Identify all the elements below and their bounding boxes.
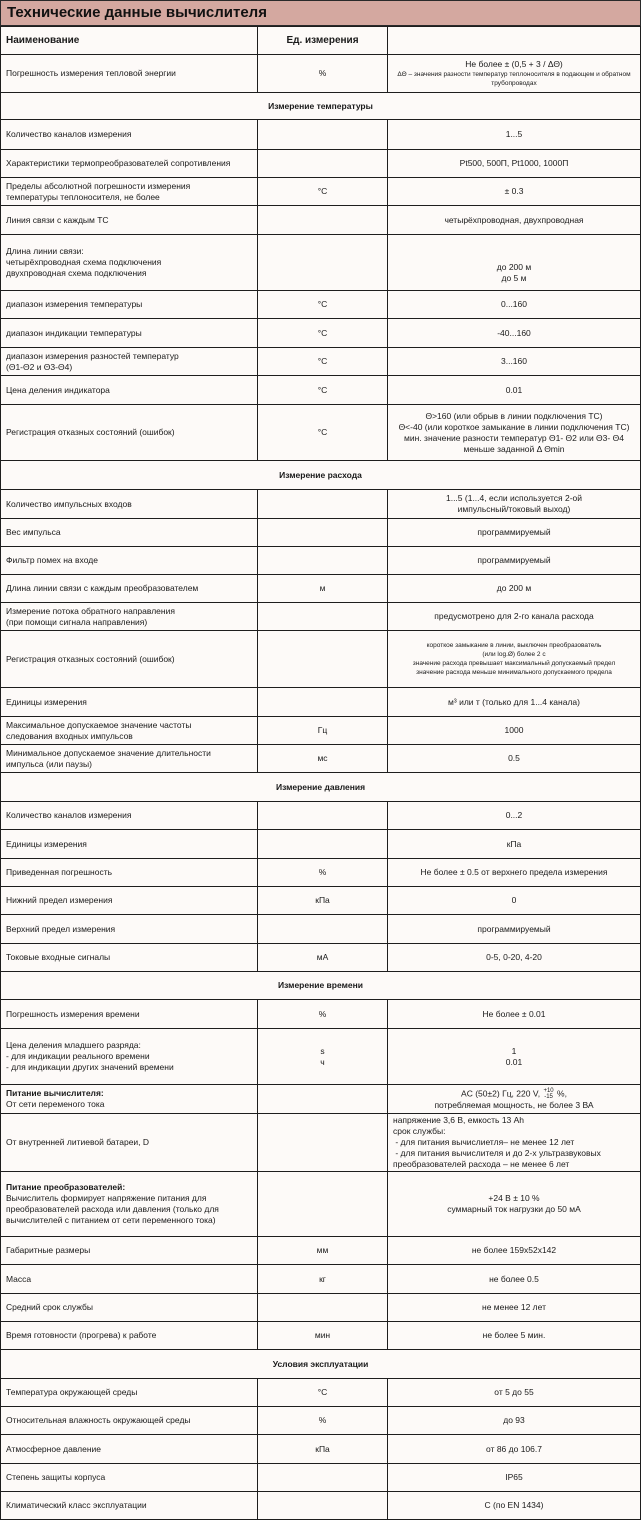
row-name: Единицы измерения: [1, 688, 258, 717]
row-unit: м: [258, 575, 388, 603]
row-name: [1, 178, 258, 206]
table-row: [1, 1379, 641, 1407]
value-main: Не более ± (0,5 + 3 / ΔΘ): [465, 59, 563, 69]
value-line: 1: [511, 1045, 517, 1056]
tolerance-plus: +10: [543, 1087, 554, 1094]
name-line: (Θ1-Θ2 и Θ3-Θ4): [6, 361, 73, 372]
section-conditions: Условия эксплуатации: [1, 1350, 641, 1379]
name-line: вычислителей с питанием от сети переменного тока): [6, 1215, 216, 1225]
value-line: Θ>160 (или обрыв в линии подключения ТС): [425, 410, 603, 421]
row-name: [1, 717, 258, 745]
table-row: [1, 178, 641, 206]
row-unit: °C: [258, 405, 388, 461]
row-unit: [258, 830, 388, 859]
table-row: [1, 830, 641, 859]
row-name: Длина линии связи с каждым преобразователем: [1, 575, 258, 603]
table-row: [1, 150, 641, 178]
row-unit: °C: [258, 348, 388, 376]
table-row: [1, 603, 641, 631]
value-line: преобразователей расхода – не менее 6 лет: [393, 1159, 570, 1169]
name-line: преобразователей расхода или давления (только для: [6, 1204, 219, 1214]
header-name: Наименование: [1, 27, 258, 55]
table-row: [1, 1172, 641, 1237]
table-row: [1, 631, 641, 688]
row-value: [388, 235, 641, 291]
table-row: [1, 490, 641, 519]
value-line: значение расхода превышает максимальный допускаемый предел: [412, 660, 616, 667]
table-row: [1, 1407, 641, 1435]
row-value: 0...160: [388, 291, 641, 319]
row-name: Цена деления индикатора: [1, 376, 258, 405]
row-name: От внутренней литиевой батареи, D: [1, 1114, 258, 1172]
row-value: 3...160: [388, 348, 641, 376]
tolerance-fraction: [543, 1088, 553, 1100]
row-value: программируемый: [388, 519, 641, 547]
row-name: Температура окружающей среды: [1, 1379, 258, 1407]
table-row: [1, 348, 641, 376]
row-value: Не более ± 0.01: [388, 1000, 641, 1029]
row-value: кПа: [388, 830, 641, 859]
table-row: [1, 120, 641, 150]
tolerance-minus: -15: [544, 1093, 553, 1100]
row-value: [388, 1029, 641, 1085]
table-row: [1, 859, 641, 887]
name-line: Длина линии связи:: [6, 246, 84, 256]
table-row: [1, 1000, 641, 1029]
value-line: меньше заданной Δ Θmin: [463, 443, 565, 454]
name-line: двухпроводная схема подключения: [6, 268, 147, 278]
value-line: - для питания вычислиетля– не менее 12 лет: [393, 1137, 575, 1147]
row-unit: [258, 1114, 388, 1172]
value-line: напряжение 3,6 В, емкость 13 Ah: [393, 1115, 525, 1125]
row-name: диапазон индикации температуры: [1, 319, 258, 348]
name-line: Минимальное допускаемое значение длительности: [6, 747, 211, 758]
row-unit: [258, 603, 388, 631]
value-line: - для питания вычислителя и до 2-х ультразвуковых: [393, 1148, 601, 1158]
row-value: [388, 1085, 641, 1114]
row-name: Приведенная погрешность: [1, 859, 258, 887]
row-value: предусмотрено для 2-го канала расхода: [388, 603, 641, 631]
name-line: четырёхпроводная схема подключения: [6, 257, 162, 267]
row-unit: [258, 490, 388, 519]
row-value: 1...5: [388, 120, 641, 150]
row-name: Время готовности (прогрева) к работе: [1, 1322, 258, 1350]
name-line: Пределы абсолютной погрешности измерения: [6, 180, 191, 191]
row-name: Относительная влажность окружающей среды: [1, 1407, 258, 1435]
row-unit: [258, 1294, 388, 1322]
row-value: от 86 до 106.7: [388, 1435, 641, 1464]
row-unit: [258, 1172, 388, 1237]
row-unit: [258, 688, 388, 717]
table-row: [1, 1265, 641, 1294]
row-unit: [258, 206, 388, 235]
row-name: [1, 1172, 258, 1237]
row-value: [388, 55, 641, 93]
value-line: (или log.Ø) более 2 с: [482, 651, 546, 658]
table-row: [1, 519, 641, 547]
name-line: импульса (или паузы): [6, 758, 92, 769]
row-unit: %: [258, 859, 388, 887]
section-time: Измерение времени: [1, 972, 641, 1000]
value-line: Θ<-40 (или короткое замыкание в линии подключения ТС): [398, 421, 630, 432]
row-value: 0-5, 0-20, 4-20: [388, 944, 641, 972]
value-line: срок службы:: [393, 1126, 446, 1136]
spec-table: [0, 26, 641, 1520]
table-row: [1, 55, 641, 93]
section-header: [1, 972, 641, 1000]
name-line: Питание преобразователей:: [6, 1182, 126, 1192]
value-line: 0.01: [505, 1056, 523, 1067]
table-row: [1, 887, 641, 915]
row-unit: [258, 1085, 388, 1114]
table-row: [1, 206, 641, 235]
row-name: Погрешность измерения тепловой энергии: [1, 55, 258, 93]
value-line: +24 В ± 10 %: [488, 1193, 540, 1203]
table-row: [1, 1085, 641, 1114]
name-line: От сети переменого тока: [6, 1099, 105, 1109]
row-name: Погрешность измерения времени: [1, 1000, 258, 1029]
row-name: Линия связи с каждым ТС: [1, 206, 258, 235]
row-name: Фильтр помех на входе: [1, 547, 258, 575]
row-name: Токовые входные сигналы: [1, 944, 258, 972]
row-value: -40...160: [388, 319, 641, 348]
row-name: [1, 1085, 258, 1114]
table-row: [1, 745, 641, 773]
row-name: [1, 235, 258, 291]
table-header: [1, 27, 641, 55]
row-unit: [258, 915, 388, 944]
row-value: 1000: [388, 717, 641, 745]
row-unit: [258, 547, 388, 575]
table-row: [1, 376, 641, 405]
row-value: Pt500, 500П, Pt1000, 1000П: [388, 150, 641, 178]
value-note: ΔΘ – значения разности температур теплоносителя в подающем и обратном трубопроводах: [397, 71, 631, 87]
row-name: Средний срок службы: [1, 1294, 258, 1322]
name-line: диапазон измерения разностей температур: [6, 350, 179, 361]
row-name: Габаритные размеры: [1, 1237, 258, 1265]
row-name: Климатический класс эксплуатации: [1, 1492, 258, 1520]
value-text: %,: [557, 1087, 567, 1098]
value-line: значение расхода меньше минимального допускаемого предела: [416, 669, 612, 676]
row-unit: [258, 1464, 388, 1492]
row-name: Степень защиты корпуса: [1, 1464, 258, 1492]
row-name: Единицы измерения: [1, 830, 258, 859]
row-name: Количество каналов измерения: [1, 120, 258, 150]
row-name: [1, 348, 258, 376]
name-line: Питание вычислителя:: [6, 1088, 104, 1098]
section-flow: Измерение расхода: [1, 461, 641, 490]
table-row: [1, 291, 641, 319]
table-row: [1, 405, 641, 461]
section-header: [1, 1350, 641, 1379]
row-unit: [258, 1492, 388, 1520]
row-unit: мм: [258, 1237, 388, 1265]
section-pressure: Измерение давления: [1, 773, 641, 802]
row-name: диапазон измерения температуры: [1, 291, 258, 319]
row-value: [388, 631, 641, 688]
value-text: AC (50±2) Гц, 220 V,: [461, 1087, 541, 1098]
table-row: [1, 688, 641, 717]
row-unit: Гц: [258, 717, 388, 745]
row-value: IP65: [388, 1464, 641, 1492]
table-row: [1, 1435, 641, 1464]
row-unit: кг: [258, 1265, 388, 1294]
table-row: [1, 802, 641, 830]
row-value: 0: [388, 887, 641, 915]
row-name: Регистрация отказных состояний (ошибок): [1, 405, 258, 461]
name-line: (при помощи сигнала направления): [6, 616, 148, 627]
name-line: температуры теплоносителя, не более: [6, 191, 160, 202]
row-name: [1, 1029, 258, 1085]
row-unit: кПа: [258, 887, 388, 915]
table-row: [1, 235, 641, 291]
row-name: Атмосферное давление: [1, 1435, 258, 1464]
name-line: Измерение потока обратного направления: [6, 605, 175, 616]
value-line: импульсный/токовый выход): [457, 504, 571, 514]
row-unit: %: [258, 55, 388, 93]
row-unit: °C: [258, 376, 388, 405]
row-unit: кПа: [258, 1435, 388, 1464]
row-value: [388, 1172, 641, 1237]
name-line: Максимальное допускаемое значение частоты: [6, 719, 192, 730]
row-unit: [258, 120, 388, 150]
value-line: до 200 м: [496, 262, 532, 272]
row-unit: [258, 802, 388, 830]
section-header: [1, 461, 641, 490]
row-value: программируемый: [388, 547, 641, 575]
row-name: [1, 603, 258, 631]
name-line: Цена деления младшего разряда:: [6, 1040, 141, 1050]
header-unit: Ед. измерения: [258, 27, 388, 55]
table-row: [1, 547, 641, 575]
row-name: Регистрация отказных состояний (ошибок): [1, 631, 258, 688]
row-unit: °C: [258, 1379, 388, 1407]
value-line: до 5 м: [501, 273, 527, 283]
table-row: [1, 1114, 641, 1172]
row-value: не менее 12 лет: [388, 1294, 641, 1322]
unit-line: s: [320, 1045, 325, 1056]
name-line: - для индикации реального времени: [6, 1051, 150, 1061]
value-line: потребляемая мощность, не более 3 ВА: [434, 1099, 594, 1110]
row-unit: °C: [258, 291, 388, 319]
table-row: [1, 915, 641, 944]
name-line: следования входных импульсов: [6, 730, 133, 741]
table-row: [1, 1029, 641, 1085]
name-line: - для индикации других значений времени: [6, 1062, 174, 1072]
row-value: до 93: [388, 1407, 641, 1435]
row-unit: %: [258, 1000, 388, 1029]
row-unit: °C: [258, 319, 388, 348]
row-unit: мс: [258, 745, 388, 773]
row-value: от 5 до 55: [388, 1379, 641, 1407]
row-unit: [258, 1029, 388, 1085]
row-name: Количество импульсных входов: [1, 490, 258, 519]
header-value: [388, 27, 641, 55]
row-name: Вес импульса: [1, 519, 258, 547]
table-row: [1, 1237, 641, 1265]
value-line: короткое замыкание в линии, выключен преобразователь: [426, 642, 602, 649]
value-line: мин. значение разности температур Θ1- Θ2 или Θ3- Θ4: [404, 432, 624, 443]
row-name: Верхний предел измерения: [1, 915, 258, 944]
row-value: программируемый: [388, 915, 641, 944]
row-value: Не более ± 0.5 от верхнего предела измерения: [388, 859, 641, 887]
section-header: [1, 773, 641, 802]
row-value: ± 0.3: [388, 178, 641, 206]
table-row: [1, 1322, 641, 1350]
table-row: [1, 717, 641, 745]
row-value: 0...2: [388, 802, 641, 830]
value-line: суммарный ток нагрузки до 50 мА: [447, 1204, 581, 1214]
name-line: Вычислитель формирует напряжение питания для: [6, 1193, 207, 1203]
row-value: до 200 м: [388, 575, 641, 603]
table-row: [1, 1294, 641, 1322]
row-value: [388, 1114, 641, 1172]
unit-line: ч: [320, 1056, 325, 1067]
row-value: не более 5 мин.: [388, 1322, 641, 1350]
row-unit: [258, 150, 388, 178]
table-row: [1, 1492, 641, 1520]
row-value: не более 159x52x142: [388, 1237, 641, 1265]
value-line: 1...5 (1...4, если используется 2-ой: [445, 493, 583, 503]
row-unit: мА: [258, 944, 388, 972]
row-value: [388, 405, 641, 461]
row-unit: [258, 235, 388, 291]
row-name: [1, 745, 258, 773]
row-value: [388, 490, 641, 519]
page-title: Технические данные вычислителя: [0, 0, 641, 26]
row-name: Характеристики термопреобразователей сопротивления: [1, 150, 258, 178]
table-row: [1, 944, 641, 972]
row-value: 0.01: [388, 376, 641, 405]
table-row: [1, 1464, 641, 1492]
row-value: C (по EN 1434): [388, 1492, 641, 1520]
row-unit: мин: [258, 1322, 388, 1350]
row-name: Количество каналов измерения: [1, 802, 258, 830]
row-unit: [258, 519, 388, 547]
row-value: не более 0.5: [388, 1265, 641, 1294]
row-unit: °C: [258, 178, 388, 206]
table-row: [1, 319, 641, 348]
section-temperature: Измерение температуры: [1, 93, 641, 120]
row-unit: %: [258, 1407, 388, 1435]
row-value: 0.5: [388, 745, 641, 773]
row-name: Масса: [1, 1265, 258, 1294]
row-unit: [258, 631, 388, 688]
section-header: [1, 93, 641, 120]
row-value: четырёхпроводная, двухпроводная: [388, 206, 641, 235]
row-value: м³ или т (только для 1...4 канала): [388, 688, 641, 717]
table-row: [1, 575, 641, 603]
row-name: Нижний предел измерения: [1, 887, 258, 915]
